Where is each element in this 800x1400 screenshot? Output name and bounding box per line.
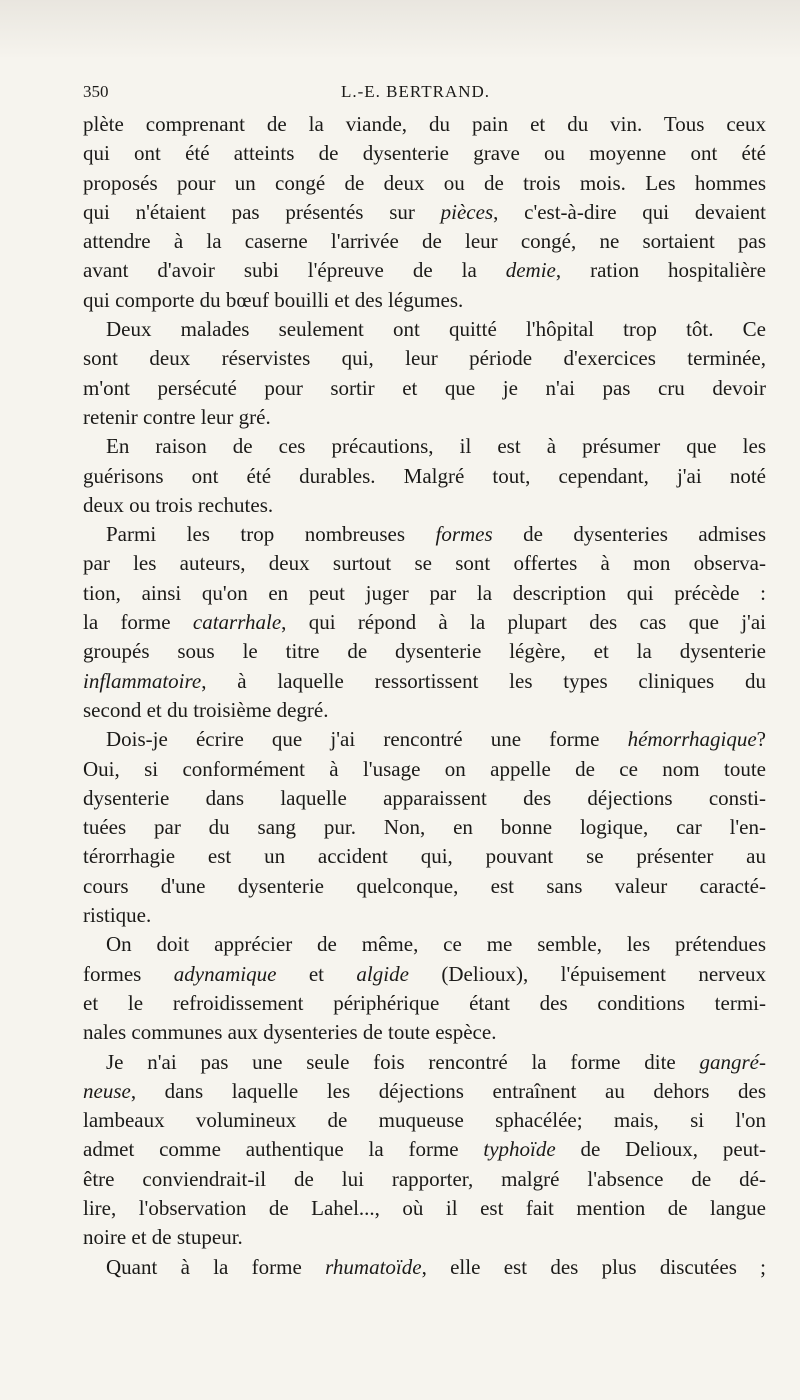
text-line [83, 491, 766, 520]
text-line [83, 198, 766, 227]
text-line [83, 256, 766, 285]
text-line [83, 432, 766, 461]
text-span: par les auteurs, deux surtout se sont offertes à mon observa- [83, 551, 766, 576]
text-span: , ration hospitalière [555, 258, 766, 283]
text-line [83, 667, 766, 696]
text-line [83, 608, 766, 637]
italic-term: pièces [440, 199, 494, 224]
text-span: lire, l'observation de Lahel..., où il est fait mention de langue [83, 1195, 766, 1220]
italic-term: adynamique [173, 961, 277, 986]
text-span: et [276, 961, 357, 986]
text-line [83, 696, 766, 725]
text-line [83, 1165, 766, 1194]
text-span: noire et de stupeur. [83, 1225, 243, 1250]
text-line [83, 374, 766, 403]
italic-term: neuse [83, 1078, 131, 1103]
text-span: admet comme authentique la forme [83, 1137, 484, 1162]
text-span: , elle est des plus discutées ; [421, 1254, 766, 1279]
text-span: Dois-je écrire que j'ai rencontré une forme [106, 727, 628, 752]
text-span: formes [83, 961, 174, 986]
text-span: qui n'étaient pas présentés sur [83, 199, 441, 224]
text-line [83, 960, 766, 989]
text-line [83, 1077, 766, 1106]
text-span: retenir contre leur gré. [83, 404, 271, 429]
italic-term: hémorrhagique [627, 727, 757, 752]
text-line [83, 872, 766, 901]
text-span: de dysenteries admises [492, 522, 766, 547]
text-line [83, 520, 766, 549]
text-line [83, 1018, 766, 1047]
text-span: cours d'une dysenterie quelconque, est sans valeur caracté- [83, 873, 766, 898]
text-span: On doit apprécier de même, ce me semble, les prétendues [106, 932, 766, 957]
page-number: 350 [83, 82, 109, 101]
text-line [83, 989, 766, 1018]
italic-term: demie [505, 258, 556, 283]
text-span: Parmi les trop nombreuses [106, 522, 436, 547]
text-line [83, 1135, 766, 1164]
running-header [83, 82, 763, 104]
text-line [83, 344, 766, 373]
text-line [83, 813, 766, 842]
text-line [83, 579, 766, 608]
text-line [83, 930, 766, 959]
text-span: , qui répond à la plupart des cas que j'ai [281, 610, 766, 635]
text-span: guérisons ont été durables. Malgré tout, cependant, j'ai noté [83, 463, 766, 488]
text-line [83, 637, 766, 666]
text-span: sont deux réservistes qui, leur période d'exercices terminée, [83, 346, 766, 371]
text-span: groupés sous le titre de dysenterie légère, et la dysenterie [83, 639, 766, 664]
text-span: tuées par du sang pur. Non, en bonne logique, car l'en- [83, 815, 766, 840]
text-line [83, 1253, 766, 1282]
text-span: En raison de ces précautions, il est à présumer que les [106, 434, 766, 459]
text-span: , dans laquelle les déjections entraînent au dehors des [130, 1078, 766, 1103]
text-line [83, 1194, 766, 1223]
italic-term: rhumatoïde [325, 1254, 422, 1279]
italic-term: gangré- [699, 1049, 766, 1074]
text-line [83, 462, 766, 491]
text-span: Quant à la forme [106, 1254, 326, 1279]
running-title: L.-E. BERTRAND. [341, 82, 491, 101]
text-span: ristique. [83, 903, 152, 928]
text-span: (Delioux), l'épuisement nerveux [408, 961, 766, 986]
text-span: et le refroidissement périphérique étant des conditions termi- [83, 990, 766, 1015]
text-line [83, 110, 766, 139]
italic-term: formes [435, 522, 493, 547]
text-line [83, 842, 766, 871]
text-line [83, 139, 766, 168]
text-line [83, 169, 766, 198]
italic-term: algide [356, 961, 409, 986]
text-span: qui ont été atteints de dysenterie grave ou moyenne ont été [83, 141, 766, 166]
text-span: dysenterie dans laquelle apparaissent des déjections consti- [83, 785, 766, 810]
text-line [83, 1106, 766, 1135]
text-span: de Delioux, peut- [555, 1137, 767, 1162]
text-span: qui comporte du bœuf bouilli et des légumes. [83, 287, 464, 312]
text-span: Oui, si conformément à l'usage on appelle de ce nom toute [83, 756, 766, 781]
text-line [83, 1223, 766, 1252]
text-line [83, 1048, 766, 1077]
text-line [83, 286, 766, 315]
text-span: Je n'ai pas une seule fois rencontré la forme dite [106, 1049, 700, 1074]
body-text [83, 110, 766, 1282]
text-line [83, 403, 766, 432]
text-line [83, 784, 766, 813]
text-span: Deux malades seulement ont quitté l'hôpital trop tôt. Ce [106, 317, 766, 342]
text-span: attendre à la caserne l'arrivée de leur congé, ne sortaient pas [83, 229, 766, 254]
text-line [83, 227, 766, 256]
text-span: la forme [83, 610, 193, 635]
text-span: être conviendrait-il de lui rapporter, malgré l'absence de dé- [83, 1166, 766, 1191]
text-line [83, 549, 766, 578]
italic-term: inflammatoire [83, 668, 202, 693]
text-span: proposés pour un congé de deux ou de trois mois. Les hommes [83, 170, 766, 195]
text-span: lambeaux volumineux de muqueuse sphacélée; mais, si l'on [83, 1108, 766, 1133]
text-span: ? [756, 727, 766, 752]
page-top-shadow [0, 0, 800, 60]
italic-term: catarrhale [192, 610, 282, 635]
text-span: , c'est-à-dire qui devaient [493, 199, 766, 224]
text-line [83, 315, 766, 344]
text-span: deux ou trois rechutes. [83, 492, 274, 517]
text-span: térorrhagie est un accident qui, pouvant se présenter au [83, 844, 766, 869]
text-span: nales communes aux dysenteries de toute espèce. [83, 1020, 497, 1045]
text-span: m'ont persécuté pour sortir et que je n'ai pas cru devoir [83, 375, 766, 400]
text-line [83, 725, 766, 754]
text-span: tion, ainsi qu'on en peut juger par la description qui précède : [83, 580, 766, 605]
italic-term: typhoïde [483, 1137, 556, 1162]
text-span: second et du troisième degré. [83, 697, 329, 722]
text-span: avant d'avoir subi l'épreuve de la [83, 258, 506, 283]
text-line [83, 755, 766, 784]
text-line [83, 901, 766, 930]
text-span: plète comprenant de la viande, du pain et du vin. Tous ceux [83, 112, 766, 136]
text-span: , à laquelle ressortissent les types cliniques du [201, 668, 766, 693]
